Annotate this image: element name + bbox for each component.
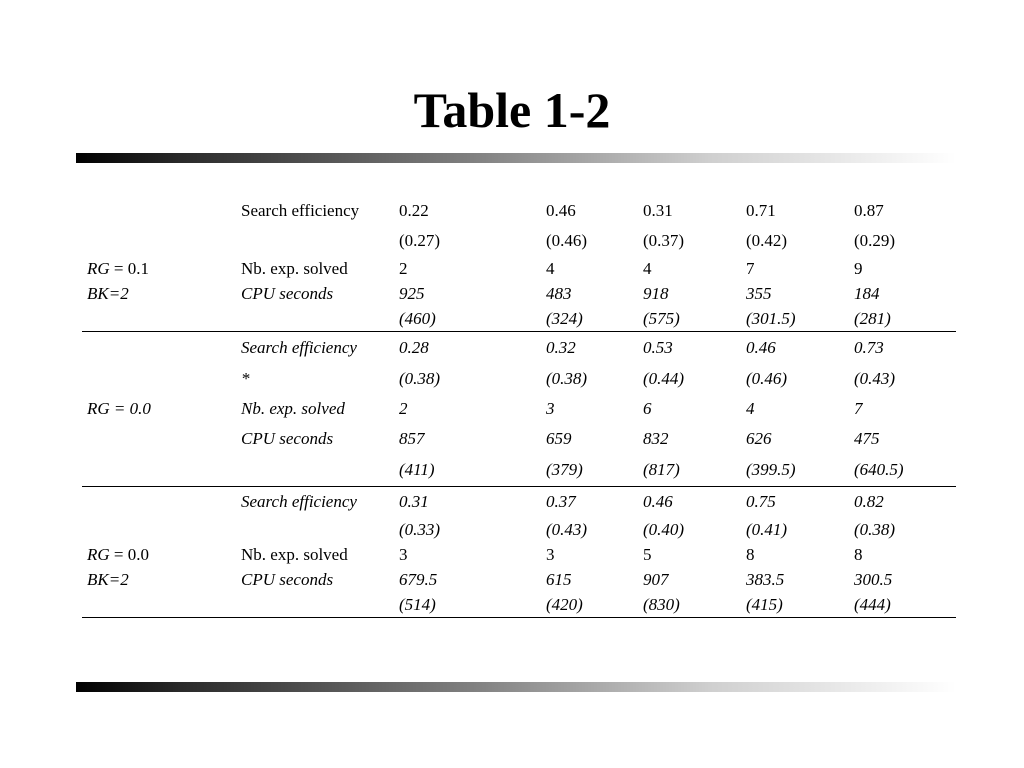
measure-label: CPU seconds <box>241 283 334 303</box>
table-cell: 7 <box>746 258 755 278</box>
table-cell: 9 <box>854 258 863 278</box>
table-row <box>82 306 956 332</box>
table-cell: (399.5) <box>741 454 849 487</box>
table-cell: 918 <box>643 283 669 303</box>
slide-title: Table 1-2 <box>413 82 611 138</box>
row-label <box>82 226 236 256</box>
table-row <box>82 364 956 394</box>
row-label: RG = 0.0 <box>87 544 150 564</box>
table-cell: (0.37) <box>643 231 685 250</box>
table-cell: (0.46) <box>546 231 588 250</box>
measure-label: Nb. exp. solved <box>241 544 348 564</box>
row-label <box>82 454 236 487</box>
top-gradient-rule <box>76 153 956 163</box>
table-cell: 832 <box>643 429 669 448</box>
table-row <box>82 332 956 365</box>
table-cell: (817) <box>638 454 741 487</box>
table-cell: 5 <box>643 544 652 564</box>
measure-label: Search efficiency <box>241 338 357 357</box>
row-label <box>82 487 236 518</box>
row-label-var: RG <box>87 258 110 278</box>
table-cell: 0.73 <box>854 338 884 357</box>
table-row <box>82 256 956 281</box>
table-cell: (0.38) <box>854 519 896 539</box>
table-cell: 0.71 <box>746 201 776 220</box>
row-label-var: RG <box>87 544 110 564</box>
table-cell: 0.46 <box>546 201 576 220</box>
measure-label: * <box>241 369 250 388</box>
table-row <box>82 454 956 487</box>
table-row <box>82 567 956 592</box>
measure-label <box>236 517 394 542</box>
table-cell: (0.33) <box>399 519 441 539</box>
table-cell: (0.40) <box>643 519 685 539</box>
table-cell: 6 <box>643 399 652 418</box>
table-cell: (0.43) <box>854 369 896 388</box>
table-cell: 626 <box>746 429 772 448</box>
table-cell: (0.29) <box>854 231 896 250</box>
table-cell: 355 <box>746 283 772 303</box>
table-cell: 0.75 <box>746 492 776 511</box>
table-group-1 <box>82 196 956 332</box>
table-cell: (0.38) <box>399 369 441 388</box>
table-cell: 857 <box>399 429 425 448</box>
table-cell: 0.22 <box>399 201 429 220</box>
table-cell: 3 <box>546 399 555 418</box>
row-label: BK=2 <box>87 569 129 589</box>
table-cell: (444) <box>849 592 956 618</box>
measure-label: CPU seconds <box>241 429 334 448</box>
table-cell: 8 <box>854 544 863 564</box>
measure-label <box>236 454 394 487</box>
table-cell: 0.31 <box>399 492 429 511</box>
table-group-2 <box>82 332 956 487</box>
table-cell: 925 <box>399 283 425 303</box>
table-cell: 0.46 <box>643 492 673 511</box>
table-cell: 907 <box>643 569 669 589</box>
table-cell: (420) <box>541 592 638 618</box>
table-group-3 <box>82 487 956 618</box>
table-cell: (379) <box>541 454 638 487</box>
measure-label: Search efficiency <box>241 492 357 511</box>
row-label <box>82 517 236 542</box>
row-label: BK=2 <box>87 283 129 303</box>
table-cell: 4 <box>546 258 555 278</box>
table-cell: 615 <box>546 569 572 589</box>
table-cell: 2 <box>399 258 408 278</box>
table-cell: (0.46) <box>746 369 788 388</box>
measure-label: CPU seconds <box>241 569 334 589</box>
table-cell: 2 <box>399 399 408 418</box>
table-cell: (324) <box>541 306 638 332</box>
table-cell: 0.28 <box>399 338 429 357</box>
table-cell: (575) <box>638 306 741 332</box>
row-label: RG = 0.0 <box>87 399 151 418</box>
row-label <box>82 332 236 365</box>
measure-label: Nb. exp. solved <box>241 399 345 418</box>
table-cell: 0.82 <box>854 492 884 511</box>
row-label: RG = 0.1 <box>87 258 150 278</box>
measure-label <box>236 592 394 618</box>
table-cell: 0.32 <box>546 338 576 357</box>
table-cell: 3 <box>546 544 555 564</box>
row-label <box>82 424 236 454</box>
table-cell: 659 <box>546 429 572 448</box>
row-label <box>82 592 236 618</box>
table-cell: (281) <box>849 306 956 332</box>
table-row <box>82 487 956 518</box>
table-row <box>82 542 956 567</box>
table-cell: (415) <box>741 592 849 618</box>
table-cell: (0.38) <box>546 369 588 388</box>
table-row <box>82 281 956 306</box>
results-table <box>82 196 956 618</box>
table-cell: (0.44) <box>643 369 685 388</box>
table-cell: 300.5 <box>854 569 893 589</box>
table-cell: 679.5 <box>399 569 438 589</box>
table-cell: (0.41) <box>746 519 788 539</box>
results-table-container <box>82 196 956 618</box>
table-cell: (514) <box>394 592 541 618</box>
row-label <box>82 306 236 332</box>
table-cell: (640.5) <box>849 454 956 487</box>
row-label <box>82 364 236 394</box>
table-cell: 4 <box>746 399 755 418</box>
table-cell: 184 <box>854 283 880 303</box>
measure-label <box>236 306 394 332</box>
measure-label <box>236 226 394 256</box>
table-cell: 0.46 <box>746 338 776 357</box>
table-cell: 3 <box>399 544 408 564</box>
table-cell: 8 <box>746 544 755 564</box>
table-cell: 0.37 <box>546 492 576 511</box>
table-row <box>82 592 956 618</box>
table-cell: 483 <box>546 283 572 303</box>
table-cell: 475 <box>854 429 880 448</box>
row-label <box>82 196 236 226</box>
table-cell: (0.42) <box>746 231 788 250</box>
bottom-gradient-rule <box>76 682 956 692</box>
measure-label: Search efficiency <box>241 201 360 220</box>
table-cell: 4 <box>643 258 652 278</box>
table-row <box>82 196 956 226</box>
measure-label: Nb. exp. solved <box>241 258 348 278</box>
table-cell: 0.53 <box>643 338 673 357</box>
table-row <box>82 424 956 454</box>
table-cell: (460) <box>394 306 541 332</box>
table-row <box>82 517 956 542</box>
table-cell: (830) <box>638 592 741 618</box>
table-cell: 7 <box>854 399 863 418</box>
table-cell: (0.27) <box>399 231 441 250</box>
table-cell: 0.31 <box>643 201 673 220</box>
table-cell: 0.87 <box>854 201 884 220</box>
table-cell: (301.5) <box>741 306 849 332</box>
table-cell: (0.43) <box>546 519 588 539</box>
table-row <box>82 226 956 256</box>
table-cell: (411) <box>394 454 541 487</box>
table-row <box>82 394 956 424</box>
table-cell: 383.5 <box>746 569 785 589</box>
